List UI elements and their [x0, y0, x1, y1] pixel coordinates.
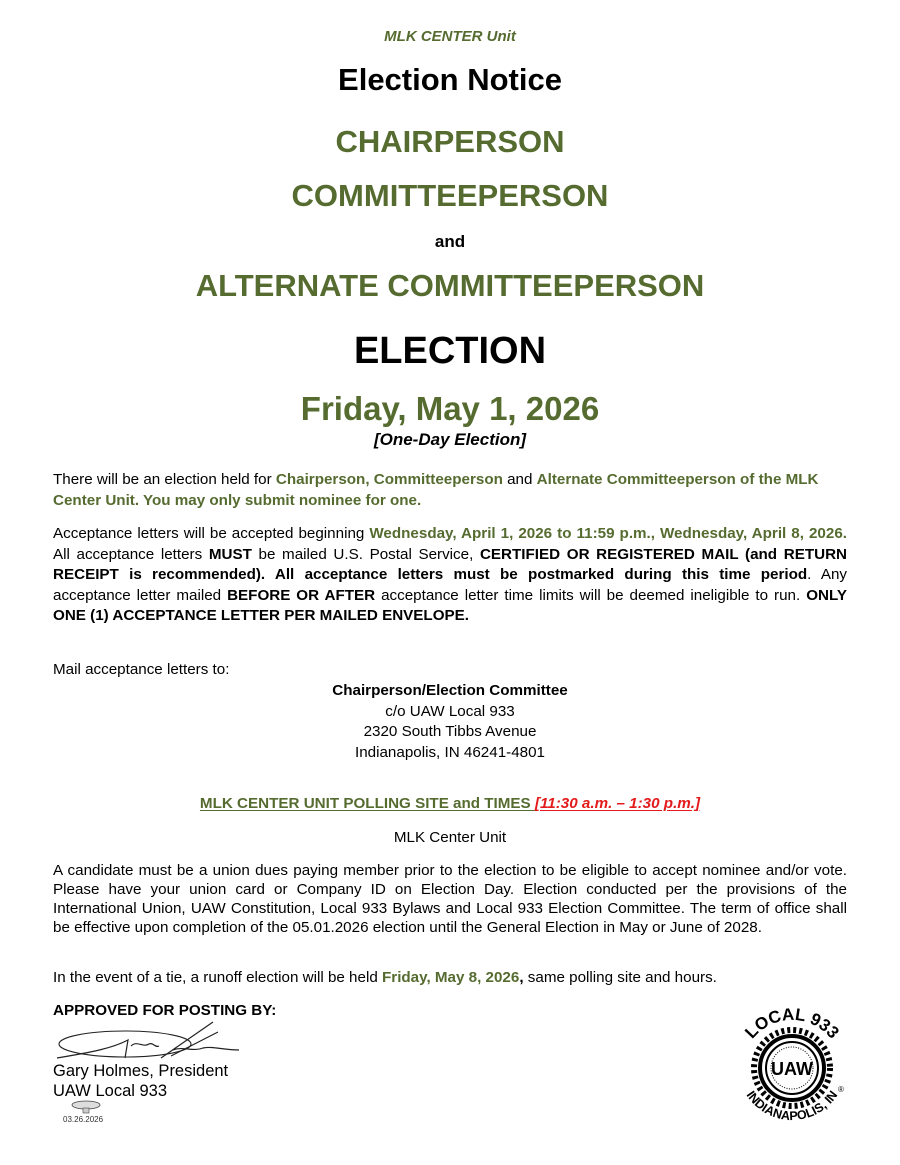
conjunction-text: and	[434, 232, 466, 251]
position-alternate-committeeperson: ALTERNATE COMMITTEEPERSON	[195, 268, 705, 303]
eligibility-paragraph: A candidate must be a union dues paying member prior to the election to be eligible to accept nominee and/or vote. Please have your union card or Company ID on Election Day. Election conducted per the provisions of the International Union, UAW Constitution, Local 933 Bylaws and Local 933 Election Committee. The term of office shall be effective upon completion of the 05.01.2026 election until the General Election in May or June of 2028.	[53, 862, 847, 936]
approval-label: APPROVED FOR POSTING BY:	[53, 1002, 277, 1019]
logo-bottom-text: INDIANAPOLIS, IN	[743, 1088, 841, 1124]
acceptance-text: All acceptance letters	[53, 545, 209, 563]
page-title: Election Notice	[338, 62, 562, 97]
intro-positions-highlight: Chairperson, Committeeperson	[275, 471, 503, 488]
registered-mark: ®	[838, 1085, 844, 1094]
acceptance-must: MUST	[208, 545, 252, 563]
intro-alternate-highlight: Alternate Committeeperson of the MLK Center Unit. You may only submit nominee for one.	[53, 471, 819, 509]
address-city: Indianapolis, IN 46241-4801	[355, 743, 545, 761]
runoff-comma: ,	[519, 969, 524, 986]
polling-heading	[0, 795, 900, 812]
acceptance-one-letter-rule: ONLY ONE (1) ACCEPTANCE LETTER PER MAILED ENVELOPE.	[53, 586, 847, 624]
election-type-note: [One-Day Election]	[373, 430, 527, 449]
polling-site-heading: MLK CENTER UNIT POLLING SITE and TIMES	[199, 795, 535, 812]
acceptance-before-after: BEFORE OR AFTER	[227, 586, 376, 604]
intro-paragraph	[53, 470, 847, 511]
unit-label: MLK CENTER Unit	[384, 28, 516, 45]
address-care-of: c/o UAW Local 933	[385, 702, 515, 720]
position-committeeperson: COMMITTEEPERSON	[291, 178, 609, 213]
acceptance-text: . Any acceptance letter mailed	[53, 566, 847, 604]
union-bug-icon	[70, 1100, 102, 1114]
intro-text-and: and	[502, 471, 537, 488]
acceptance-mail-requirement: CERTIFIED OR REGISTERED MAIL (and RETURN RECEIPT is recommended). All acceptance letters must be postmarked during this time period	[53, 545, 847, 583]
acceptance-date-range: Wednesday, April 1, 2026 to 11:59 p.m., Wednesday, April 8, 2026.	[369, 525, 847, 542]
election-heading: ELECTION	[353, 330, 547, 372]
address-street: 2320 South Tibbs Avenue	[363, 723, 537, 740]
mail-label: Mail acceptance letters to:	[53, 661, 230, 678]
posting-date: 03.26.2026	[63, 1115, 104, 1124]
signer-name: Gary Holmes, President	[53, 1062, 229, 1080]
signer-organization: UAW Local 933	[53, 1082, 168, 1100]
runoff-date: Friday, May 8, 2026	[382, 969, 520, 986]
runoff-paragraph	[53, 968, 847, 989]
logo-top-text: LOCAL 933	[741, 1004, 843, 1043]
uaw-local-933-logo-icon	[728, 1000, 856, 1128]
intro-text: There will be an election held for	[53, 471, 276, 488]
acceptance-paragraph	[53, 524, 847, 627]
polling-times: [11:30 a.m. – 1:30 p.m.]	[534, 795, 701, 812]
address-recipient: Chairperson/Election Committee	[332, 682, 568, 699]
polling-site: MLK Center Unit	[393, 829, 507, 846]
mailing-address	[0, 681, 900, 763]
position-chairperson: CHAIRPERSON	[335, 124, 565, 159]
signature-icon	[53, 1018, 243, 1066]
acceptance-text: Acceptance letters will be accepted beginning	[53, 525, 370, 542]
logo-center-text: UAW	[771, 1059, 813, 1079]
election-date: Friday, May 1, 2026	[300, 390, 600, 427]
acceptance-text: acceptance letter time limits will be deemed ineligible to run.	[375, 586, 807, 604]
runoff-text: same polling site and hours.	[523, 969, 717, 986]
runoff-text: In the event of a tie, a runoff election will be held	[53, 969, 382, 986]
acceptance-text: be mailed U.S. Postal Service,	[251, 545, 480, 563]
